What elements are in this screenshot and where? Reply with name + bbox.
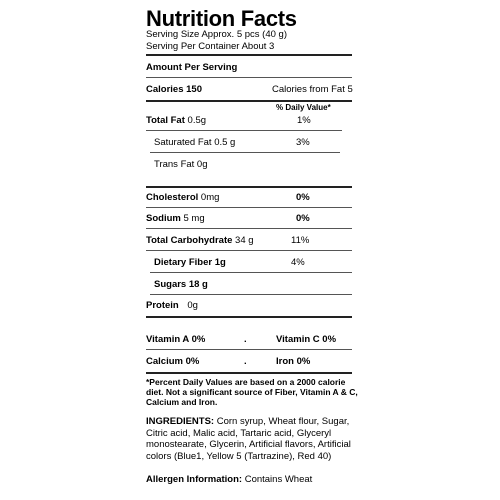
dietary-fiber-dv: 4% (291, 257, 305, 268)
iron: Iron 0% (276, 356, 311, 367)
sodium-dv: 0% (296, 213, 310, 224)
sugars: Sugars 18 g (154, 279, 208, 290)
total-carb-dv: 11% (291, 235, 310, 246)
trans-fat: Trans Fat 0g (154, 159, 208, 170)
divider (146, 228, 352, 229)
ingredients-text: Corn syrup, Wheat flour, Sugar, Citric acid, Malic acid, Tartaric acid, Glyceryl monostearate, Glycerin, Artificial flavors, Artificial colors (Blue1, Yellow 5 (Tartrazine), Red 40) (146, 416, 351, 462)
total-carb-row (146, 235, 254, 246)
cholesterol-label: Cholesterol (146, 192, 199, 203)
total-fat-row (146, 115, 206, 126)
protein-row (146, 300, 198, 311)
sodium-label: Sodium (146, 213, 181, 224)
cholesterol-row (146, 192, 219, 203)
vitamin-separator: . (244, 334, 247, 345)
divider (150, 272, 352, 273)
divider (146, 372, 352, 374)
total-fat-amount: 0.5g (187, 115, 207, 126)
divider (146, 349, 352, 350)
allergen-label: Allergen Information: (146, 474, 243, 485)
total-fat-dv: 1% (297, 115, 311, 126)
sodium-row (146, 213, 205, 224)
total-carb-amount: 34 g (235, 235, 254, 246)
divider (146, 316, 352, 318)
total-fat-label: Total Fat (146, 115, 185, 126)
allergen-text: Contains Wheat (242, 474, 313, 485)
servings-per-container: Serving Per Container About 3 (146, 41, 275, 52)
protein-label: Protein (146, 300, 179, 311)
calories: Calories 150 (146, 84, 202, 95)
divider (146, 100, 352, 102)
divider (150, 294, 352, 295)
daily-value-header: % Daily Value* (276, 103, 331, 112)
cholesterol-dv: 0% (296, 192, 310, 203)
divider (146, 207, 352, 208)
serving-size: Serving Size Approx. 5 pcs (40 g) (146, 29, 287, 40)
divider (146, 54, 352, 56)
sodium-amount: 5 mg (183, 213, 205, 224)
divider (146, 77, 352, 78)
calcium: Calcium 0% (146, 356, 200, 367)
vitamin-c: Vitamin C 0% (276, 334, 337, 345)
vitamin-a: Vitamin A 0% (146, 334, 206, 345)
ingredients (146, 416, 356, 462)
dietary-fiber: Dietary Fiber 1g (154, 257, 226, 268)
saturated-fat-dv: 3% (296, 137, 310, 148)
protein-amount: 0g (187, 300, 198, 311)
calories-from-fat: Calories from Fat 5 (272, 84, 353, 95)
footnote-line-2: diet. Not a significant source of Fiber, Vitamin A & C, (146, 387, 358, 397)
divider (146, 250, 352, 251)
footnote-line-1: *Percent Daily Values are based on a 2000 calorie (146, 377, 346, 387)
divider (146, 130, 342, 131)
divider (146, 186, 352, 188)
title: Nutrition Facts (146, 6, 297, 31)
total-carb-label: Total Carbohydrate (146, 235, 233, 246)
cholesterol-amount: 0mg (200, 192, 220, 203)
ingredients-label: INGREDIENTS: (146, 416, 215, 427)
footnote-line-3: Calcium and Iron. (146, 397, 218, 407)
divider (150, 152, 340, 153)
saturated-fat: Saturated Fat 0.5 g (154, 137, 236, 148)
amount-per-serving: Amount Per Serving (146, 62, 238, 73)
vitamin-separator: . (244, 356, 247, 367)
allergen-info (146, 474, 312, 485)
